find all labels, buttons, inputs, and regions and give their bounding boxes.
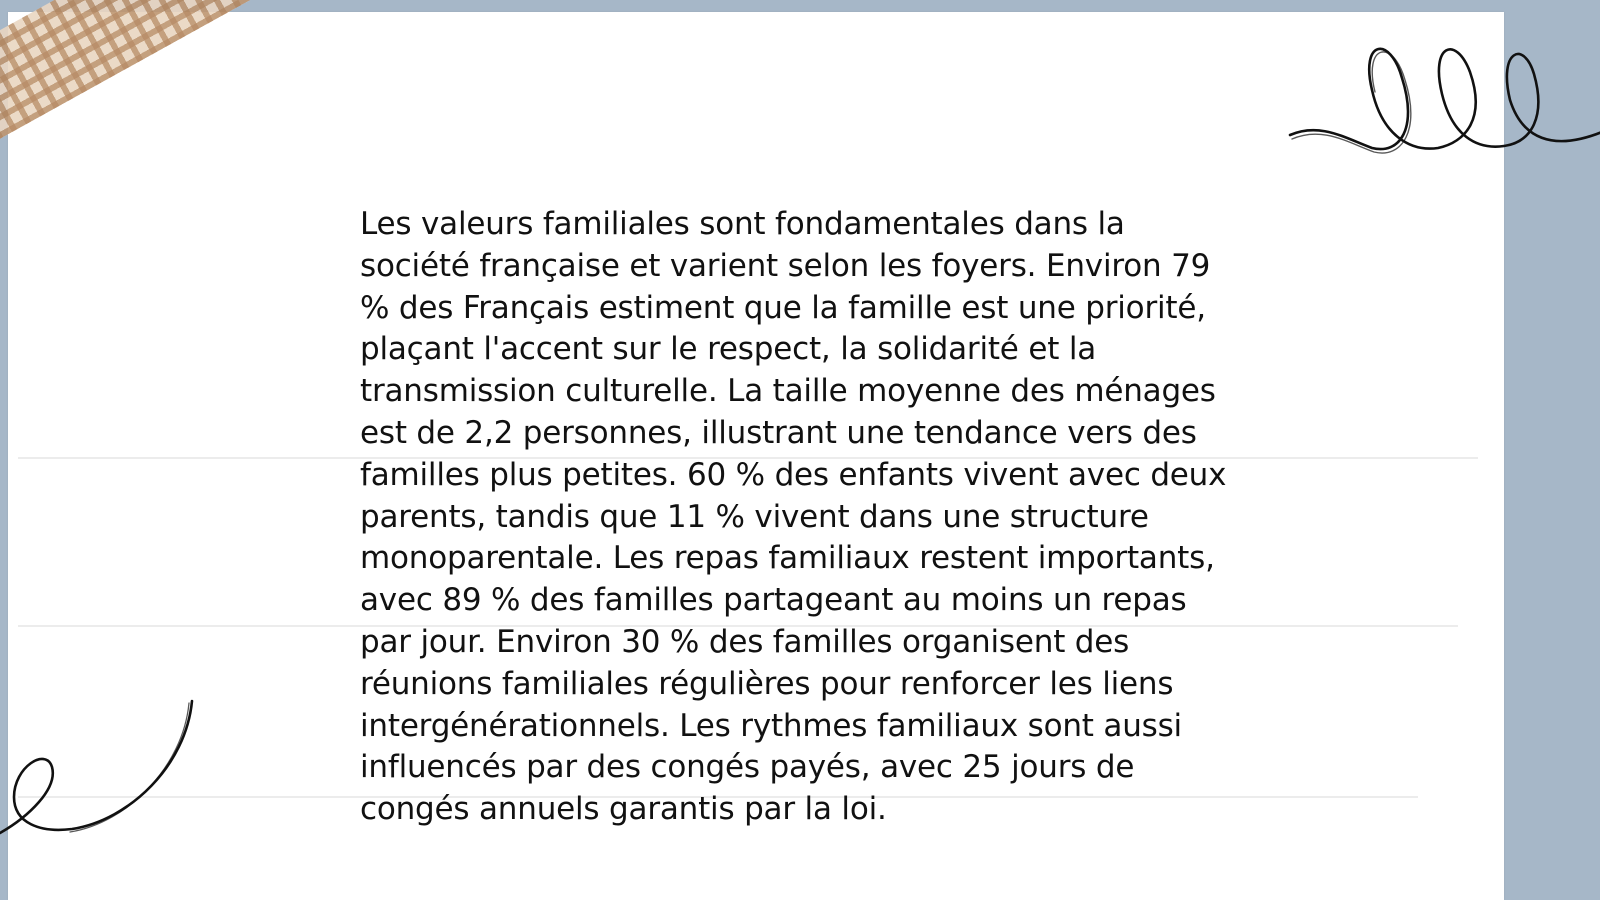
body-paragraph: Les valeurs familiales sont fondamentales dans la société française et varient selon les foyers. Environ 79 % des Français estiment que la famille est une priorité, plaçant l'accent sur le respect, la solidarité et la transmission culturelle. La taille moyenne des ménages est de 2,2 personnes, illustrant une tendance vers des familles plus petites. 60 % des enfants vivent avec deux parents, tandis que 11 % vivent dans une structure monoparentale. Les repas familiaux restent importants, avec 89 % des familles partageant au moins un repas par jour. Environ 30 % des familles organisent des réunions familiales régulières pour renforcer les liens intergénérationnels. Les rythmes familiaux sont aussi influencés par des congés payés, avec 25 jours de congés annuels garantis par la loi. <box>360 206 1227 828</box>
curl-squiggle-icon <box>0 695 200 845</box>
loop-squiggle-icon <box>1290 30 1600 170</box>
